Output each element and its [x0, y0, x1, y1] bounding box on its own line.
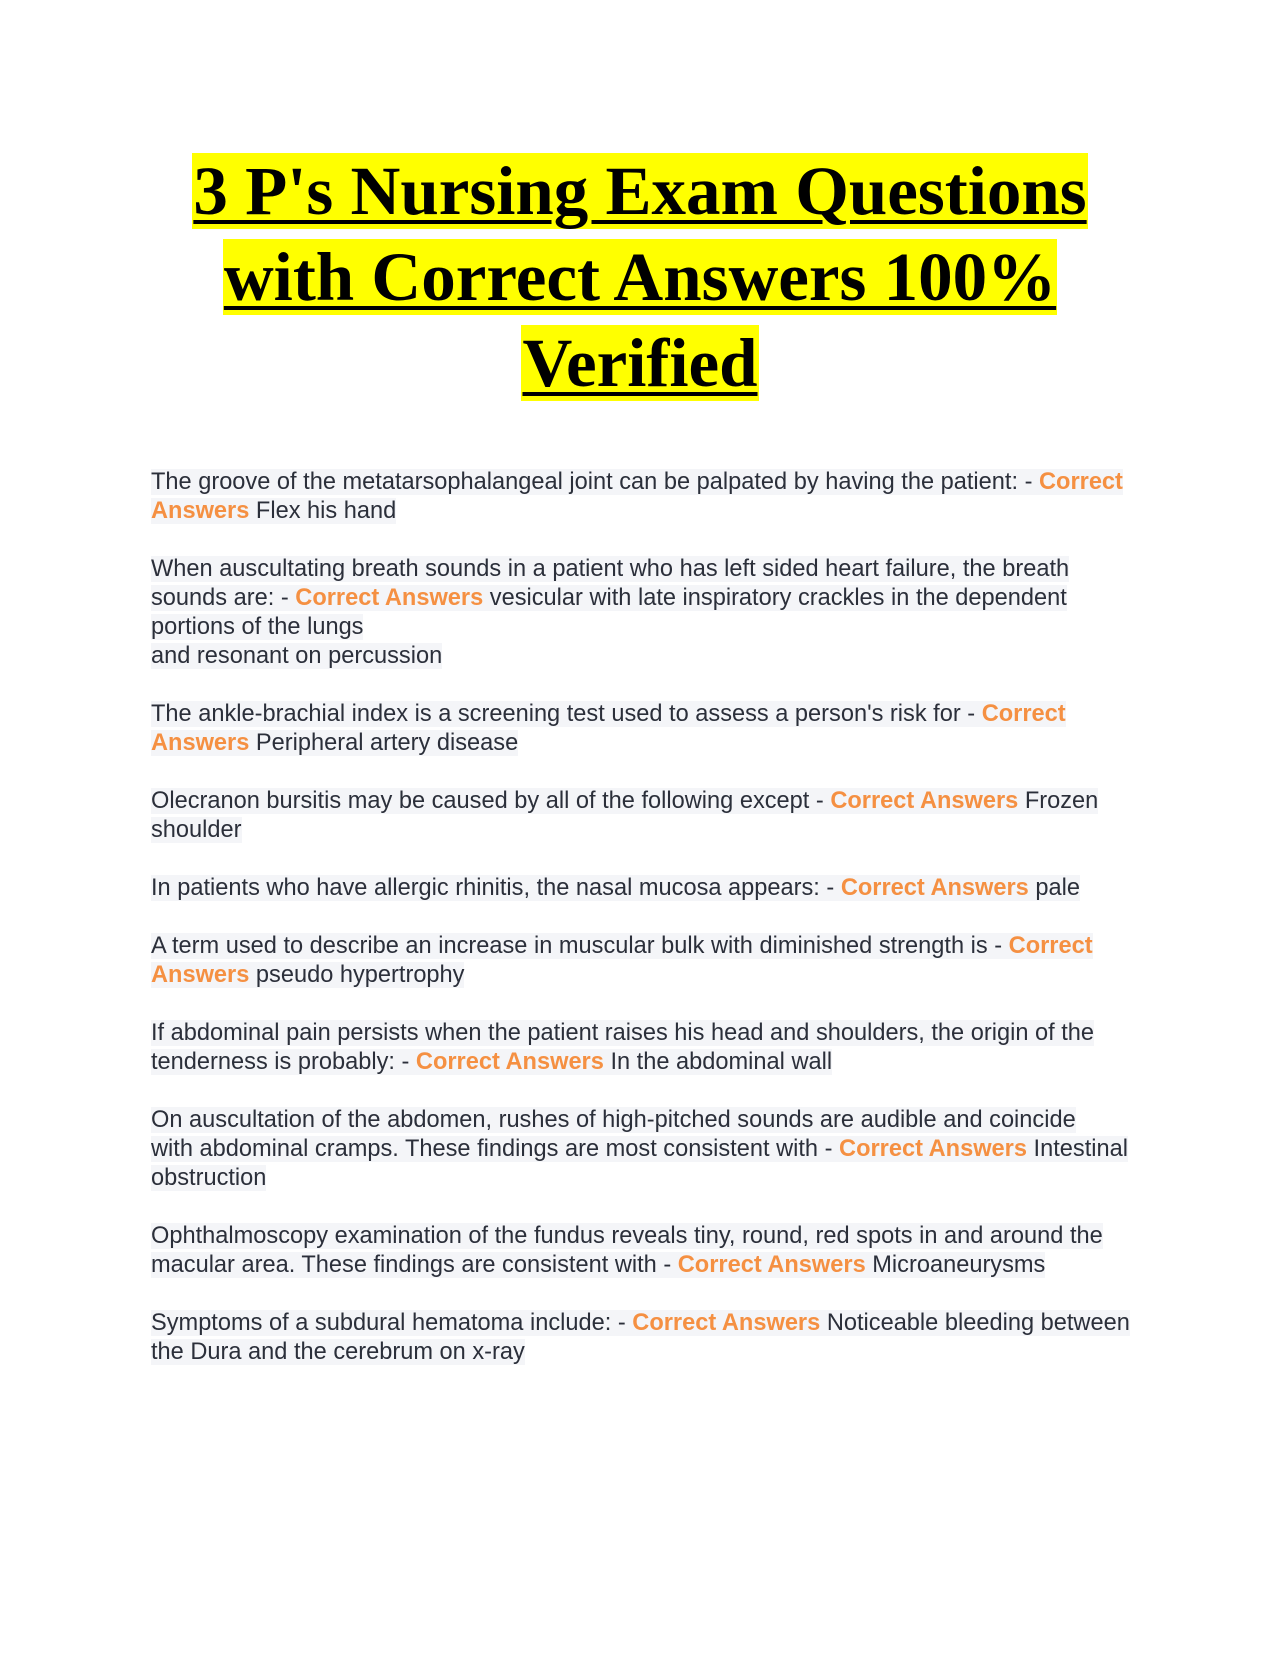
title-line-3: Verified	[522, 325, 758, 401]
qa-item	[151, 1309, 1151, 1367]
correct-answers-label: Correct Answers	[677, 1252, 866, 1278]
qa-item	[151, 468, 1151, 526]
qa-text	[151, 1310, 1130, 1365]
answer-text: Frozen shoulder	[151, 788, 1099, 843]
correct-answers-label: Correct Answers	[632, 1310, 821, 1336]
answer-text: pale	[1035, 875, 1080, 901]
qa-item	[151, 555, 1151, 671]
qa-text	[151, 1107, 1128, 1191]
correct-answers-label: Correct Answers	[839, 1136, 1027, 1162]
answer-text: Noticeable bleeding between the Dura and the cerebrum on x-ray	[151, 1310, 1130, 1365]
answer-text: pseudo hypertrophy	[255, 962, 465, 988]
qa-text	[151, 1020, 1094, 1075]
qa-text	[151, 1223, 1103, 1278]
question-text: On auscultation of the abdomen, rushes of high-pitched sounds are audible and coincide with abdominal cramps. These findings are most consistent with -	[151, 1107, 1076, 1162]
qa-text	[151, 933, 1093, 988]
correct-answers-label: Correct Answers	[151, 701, 1066, 756]
question-text: In patients who have allergic rhinitis, the nasal mucosa appears: -	[151, 875, 835, 901]
qa-item	[151, 787, 1151, 845]
qa-item	[151, 1106, 1151, 1193]
question-text: If abdominal pain persists when the patient raises his head and shoulders, the origin of the tenderness is probably: -	[151, 1020, 1095, 1075]
correct-answers-label: Correct Answers	[415, 1049, 604, 1075]
document-title	[100, 148, 1180, 406]
title-line-2: with Correct Answers 100%	[223, 239, 1057, 315]
qa-item	[151, 1019, 1151, 1077]
qa-text	[151, 556, 1069, 669]
question-text: Ophthalmoscopy examination of the fundus reveals tiny, round, red spots in and around the macular area. These findings are consistent with -	[151, 1223, 1103, 1278]
question-text: The groove of the metatarsophalangeal joint can be palpated by having the patient: -	[151, 469, 1033, 495]
correct-answers-label: Correct Answers	[840, 875, 1029, 901]
answer-text: Peripheral artery disease	[255, 730, 519, 756]
answer-text: Microaneurysms	[872, 1252, 1046, 1278]
correct-answers-label: Correct Answers	[295, 585, 484, 611]
question-text: The ankle-brachial index is a screening test used to assess a person's risk for -	[151, 701, 976, 727]
qa-text	[151, 875, 1080, 901]
qa-text	[151, 701, 1066, 756]
qa-item	[151, 932, 1151, 990]
answer-text: Intestinal obstruction	[151, 1136, 1128, 1191]
qa-list	[151, 468, 1151, 1396]
correct-answers-label: Correct Answers	[151, 933, 1093, 988]
answer-text: In the abdominal wall	[610, 1049, 833, 1075]
correct-answers-label: Correct Answers	[830, 788, 1019, 814]
answer-text: Flex his hand	[255, 498, 397, 524]
question-text: A term used to describe an increase in muscular bulk with diminished strength is -	[151, 933, 1003, 959]
answer-text: vesicular with late inspiratory crackles in the dependent portions of the lungs and resonant on percussion	[151, 585, 1067, 669]
qa-item	[151, 874, 1151, 903]
correct-answers-label: Correct Answers	[151, 469, 1123, 524]
question-text: When auscultating breath sounds in a patient who has left sided heart failure, the breath sounds are: -	[151, 556, 1070, 611]
qa-item	[151, 1222, 1151, 1280]
question-text: Symptoms of a subdural hematoma include: -	[151, 1310, 626, 1336]
qa-text	[151, 788, 1098, 843]
title-line-1: 3 P's Nursing Exam Questions	[193, 153, 1087, 229]
qa-text	[151, 469, 1123, 524]
qa-item	[151, 700, 1151, 758]
question-text: Olecranon bursitis may be caused by all of the following except -	[151, 788, 824, 814]
